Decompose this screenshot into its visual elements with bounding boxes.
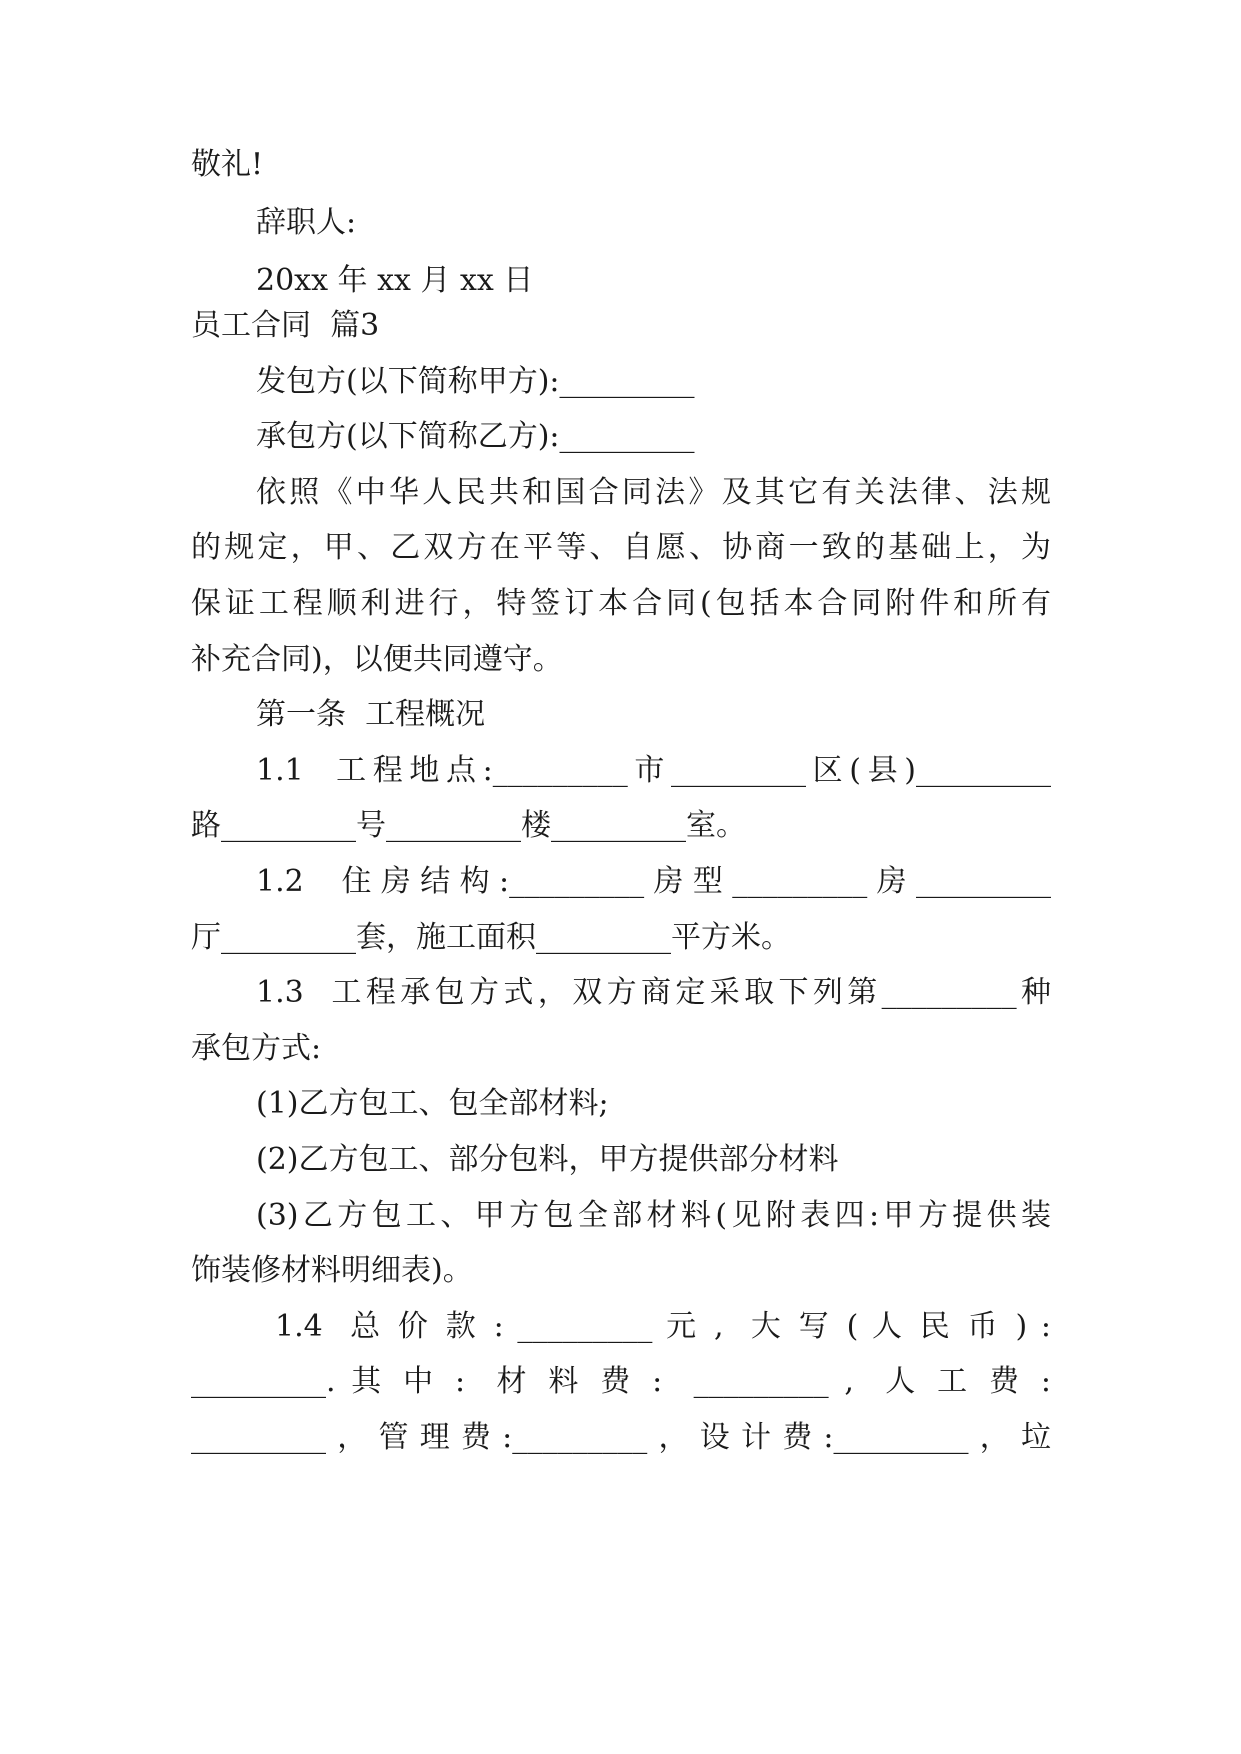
article-heading: 第一条 工程概况 bbox=[256, 697, 486, 732]
date-line: 20xx 年 xx 月 xx 日 bbox=[256, 263, 534, 298]
section-title: 员工合同 篇3 bbox=[191, 308, 380, 343]
option-item: (2)乙方包工、部分包料，甲方提供部分材料 bbox=[256, 1142, 839, 1177]
party-b-line: 承包方(以下简称乙方):_________ bbox=[256, 419, 695, 454]
clause-line: _________，管理费:_________，设计费:_________，垃 bbox=[191, 1420, 1051, 1455]
paragraph-line: 补充合同)，以便共同遵守。 bbox=[191, 642, 563, 677]
clause-line: 1.4 总 价 款 : _________ 元 , 大 写 ( 人 民 币 ) : bbox=[275, 1309, 1051, 1344]
paragraph-line: 依照《中华人民共和国合同法》及其它有关法律、法规 bbox=[256, 475, 1051, 510]
closing-salutation: 敬礼! bbox=[191, 147, 264, 182]
clause-line: 厅_________套，施工面积_________平方米。 bbox=[191, 920, 791, 955]
paragraph-line: 保证工程顺利进行，特签订本合同(包括本合同附件和所有 bbox=[191, 586, 1051, 621]
paragraph-line: 的规定，甲、乙双方在平等、自愿、协商一致的基础上，为 bbox=[191, 530, 1051, 565]
clause-line: 1.2 住房结构:_________房型_________房_________ bbox=[256, 864, 1051, 899]
party-a-line: 发包方(以下简称甲方):_________ bbox=[256, 364, 695, 399]
clause-line: 1.1 工程地点:_________市_________区(县)_________ bbox=[256, 753, 1051, 788]
option-item: (1)乙方包工、包全部材料; bbox=[256, 1086, 609, 1121]
resigner-label: 辞职人: bbox=[256, 205, 357, 240]
clause-line: 路_________号_________楼_________室。 bbox=[191, 808, 746, 843]
clause-line: 承包方式: bbox=[191, 1031, 322, 1066]
option-item: (3)乙方包工、甲方包全部材料(见附表四:甲方提供装 bbox=[256, 1198, 1051, 1233]
clause-line: 1.3 工程承包方式，双方商定采取下列第_________种 bbox=[256, 975, 1051, 1010]
option-item: 饰装修材料明细表)。 bbox=[191, 1253, 473, 1288]
clause-line: _________. 其 中 : 材 料 费 : _________ , 人 工 费 : bbox=[191, 1364, 1051, 1399]
